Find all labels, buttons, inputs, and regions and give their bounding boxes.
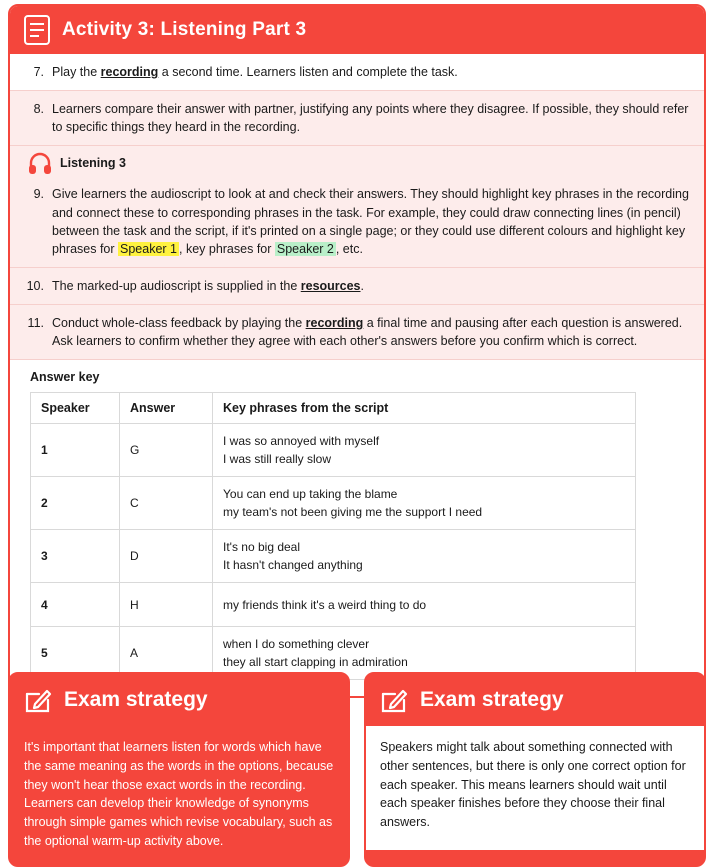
cell-answer: D [120,530,213,583]
key-phrase: It's no big deal [223,540,301,555]
inline-link[interactable]: resources [300,278,361,293]
cell-answer: G [120,424,213,477]
answer-key-section [10,360,704,696]
step-text [52,314,690,350]
step-number: 11. [27,316,44,330]
step-text-run: a final time and pausing after each question is answered. Ask learners to confirm whether they agree with each other's answers before you confirm which is correct. [52,316,683,349]
activity-title: Activity 3: Listening Part 3 [62,19,307,40]
activity-card [8,4,706,698]
table-row [31,424,636,477]
step-number: 10. [26,278,44,293]
table-row [31,583,636,627]
activity-step [10,268,704,305]
key-phrase: when I do something clever [223,637,370,652]
key-phrase: my team's not been giving me the support I need [223,505,483,520]
exam-strategy-header [10,674,348,726]
activity-step [10,305,704,360]
cell-answer: C [120,477,213,530]
exam-strategy-body: It's important that learners listen for words which have the same meaning as the words in the options, because they won't hear those exact words in the recording. Learners can develop their knowledge of synonyms through simple games which revise vocabulary, such as the optional warm-up activity above. [10,726,348,865]
cell-key-phrases [213,424,636,477]
exam-strategy-header [366,674,704,726]
key-phrase: I was so annoyed with myself [223,434,380,449]
step-text [52,63,690,81]
cell-speaker: 4 [31,583,120,627]
exam-strategy-title: Exam strategy [420,688,564,711]
step-text-run: . [360,278,364,293]
exam-strategy-body: Speakers might talk about something connected with other sentences, but there is only one correct option for each speaker. This means learners should wait until each speaker finishes before they choose their final answers. [366,726,704,850]
cell-speaker: 1 [31,424,120,477]
column-header-speaker: Speaker [31,393,120,424]
step-text-run: , key phrases for [179,241,275,256]
inline-link[interactable]: recording [100,65,159,79]
highlight-speaker-2: Speaker 2 [276,241,334,256]
table-row [31,530,636,583]
activity-step [10,176,704,268]
activity-step [10,91,704,146]
key-phrase: my friends think it's a weird thing to do [223,597,427,612]
step-text-run: Give learners the audioscript to look at and check their answers. They should highlight key phrases in the recording and connect these to corresponding phrases in the task. For example, they could draw connecting lines (in pencil) between the task and the script, if it's printed on a single page; or they could use different colours and highlight key phrases for [52,187,689,256]
step-number: 7. [33,65,44,79]
document-icon [24,15,50,45]
listening-label-row [10,146,704,176]
activity-step [10,54,704,91]
key-phrase: I was still really slow [223,452,332,467]
cell-key-phrases [213,530,636,583]
activity-steps [10,54,704,360]
step-number: 9. [33,187,44,202]
answer-key-title: Answer key [30,370,100,385]
highlight-speaker-1: Speaker 1 [120,241,177,256]
cell-answer: A [120,627,213,680]
step-number: 8. [33,102,44,117]
key-phrase: It hasn't changed anything [223,558,363,573]
headphones-icon [28,152,52,174]
pencil-square-icon [380,686,408,714]
step-text-run: a second time. Learners listen and complete the task. [158,65,458,79]
exam-strategy-row [8,672,706,867]
key-phrase: they all start clapping in admiration [223,655,408,670]
exam-strategy-card [364,672,706,867]
step-text-run: Conduct whole-class feedback by playing the [52,316,306,330]
table-row [31,477,636,530]
cell-speaker: 3 [31,530,120,583]
column-header-phrases: Key phrases from the script [213,393,636,424]
cell-key-phrases [213,583,636,627]
cell-answer: H [120,583,213,627]
answer-key-table [30,392,636,680]
activity-header [10,6,704,54]
step-text-run: , etc. [335,241,363,256]
step-text-run: The marked-up audioscript is supplied in the [52,278,301,293]
step-text [52,185,690,258]
step-text [52,277,690,295]
exam-strategy-card [8,672,350,867]
pencil-square-icon [24,686,52,714]
table-header-row [31,393,636,424]
cell-speaker: 2 [31,477,120,530]
step-text-run: Learners compare their answer with partner, justifying any points where they disagree. If possible, they should refer to specific things they heard in the recording. [52,102,689,135]
key-phrase: You can end up taking the blame [223,487,398,502]
listening-label: Listening 3 [60,156,126,171]
inline-link[interactable]: recording [305,316,364,330]
step-text-run: Play the [52,65,101,79]
exam-strategy-title: Exam strategy [64,688,208,711]
column-header-answer: Answer [120,393,213,424]
step-text [52,100,690,136]
cell-key-phrases [213,477,636,530]
cell-speaker: 5 [31,627,120,680]
